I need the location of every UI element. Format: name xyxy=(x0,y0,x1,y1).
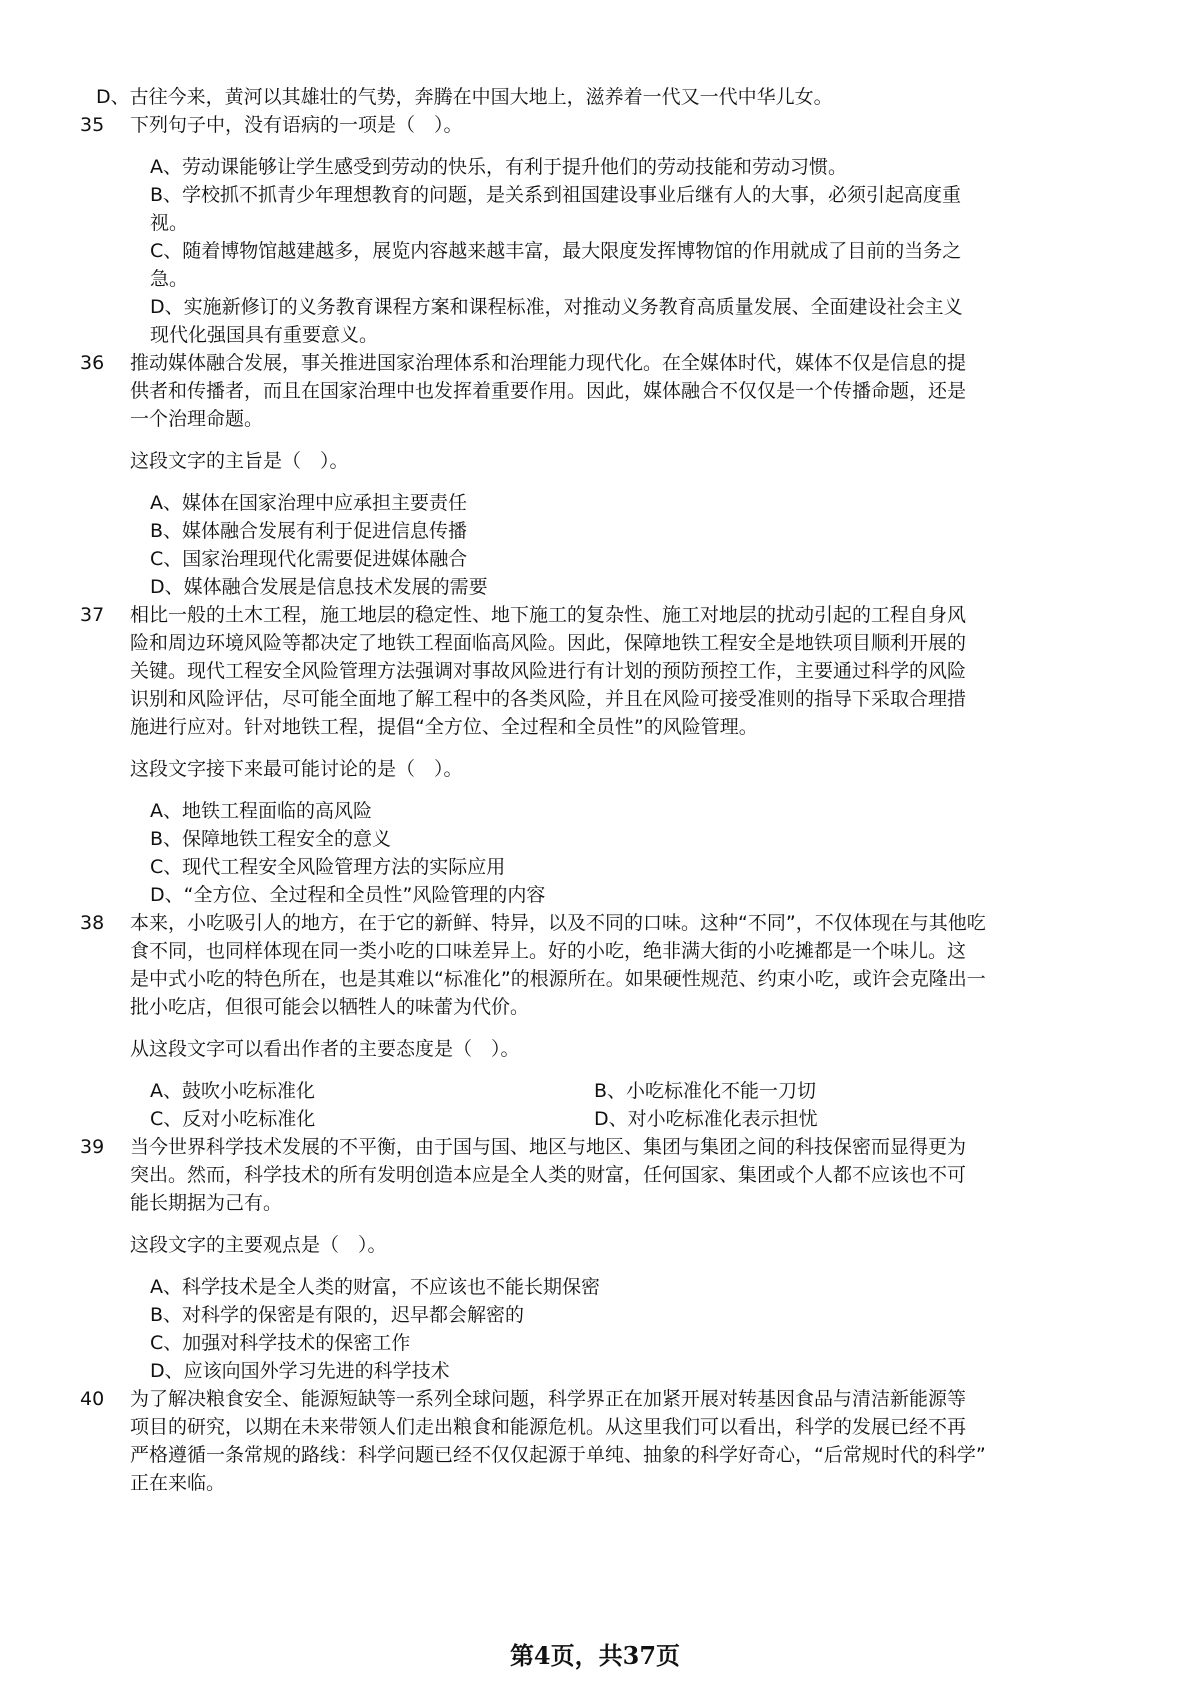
option-text: A、科学技术是全人类的财富，不应该也不能长期保密 xyxy=(150,1276,600,1298)
option-text: C、国家治理现代化需要促进媒体融合 xyxy=(150,548,468,570)
question-stem: 险和周边环境风险等都决定了地铁工程面临高风险。因此，保障地铁工程安全是地铁项目顺利开展的 xyxy=(130,632,967,654)
question-prompt: 这段文字的主要观点是（ ）。 xyxy=(130,1234,387,1256)
question-stem: 关键。现代工程安全风险管理方法强调对事故风险进行有计划的预防预控工作，主要通过科学的风险 xyxy=(130,660,967,682)
option-text: C、反对小吃标准化 xyxy=(150,1108,316,1130)
option-text: 急。 xyxy=(150,268,189,290)
option-text: A、媒体在国家治理中应承担主要责任 xyxy=(150,492,467,514)
option-text: B、保障地铁工程安全的意义 xyxy=(150,828,392,850)
question-stem: 为了解决粮食安全、能源短缺等一系列全球问题，科学界正在加紧开展对转基因食品与清洁新能源等 xyxy=(130,1388,967,1410)
option-text: A、地铁工程面临的高风险 xyxy=(150,800,372,822)
option-text: B、学校抓不抓青少年理想教育的问题，是关系到祖国建设事业后继有人的大事，必须引起高度重 xyxy=(150,184,962,206)
question-stem: 严格遵循一条常规的路线：科学问题已经不仅仅起源于单纯、抽象的科学好奇心，“后常规时代的科学” xyxy=(130,1444,986,1466)
question-stem: 供者和传播者，而且在国家治理中也发挥着重要作用。因此，媒体融合不仅仅是一个传播命题，还是 xyxy=(130,380,967,402)
question-number: 35 xyxy=(80,114,105,136)
question-stem: 是中式小吃的特色所在，也是其难以“标准化”的根源所在。如果硬性规范、约束小吃，或许会克隆出一 xyxy=(130,968,986,990)
page-footer: 第4页，共37页 xyxy=(509,1641,681,1670)
question-stem: 识别和风险评估，尽可能全面地了解工程中的各类风险，并且在风险可接受准则的指导下采取合理措 xyxy=(130,688,967,710)
question-number: 39 xyxy=(80,1136,105,1158)
option-text: B、对科学的保密是有限的，迟早都会解密的 xyxy=(150,1304,525,1326)
option-text: B、小吃标准化不能一刀切 xyxy=(594,1080,817,1102)
question-stem: 能长期据为己有。 xyxy=(130,1192,283,1214)
question-number: 36 xyxy=(80,352,105,374)
question-stem: 推动媒体融合发展，事关推进国家治理体系和治理能力现代化。在全媒体时代，媒体不仅是信息的提 xyxy=(130,352,967,374)
option-text: C、随着博物馆越建越多，展览内容越来越丰富，最大限度发挥博物馆的作用就成了目前的当务之 xyxy=(150,240,962,262)
question-stem: 食不同，也同样体现在同一类小吃的口味差异上。好的小吃，绝非满大街的小吃摊都是一个味儿。这 xyxy=(130,940,967,962)
question-stem: 项目的研究，以期在未来带领人们走出粮食和能源危机。从这里我们可以看出，科学的发展已经不再 xyxy=(130,1416,967,1438)
option-text: A、劳动课能够让学生感受到劳动的快乐，有利于提升他们的劳动技能和劳动习惯。 xyxy=(150,156,847,178)
question-number: 40 xyxy=(80,1388,105,1410)
question-prompt: 这段文字的主旨是（ ）。 xyxy=(130,450,349,472)
question-number: 37 xyxy=(80,604,105,626)
question-prompt: 从这段文字可以看出作者的主要态度是（ ）。 xyxy=(130,1038,520,1060)
option-text: D、对小吃标准化表示担忧 xyxy=(594,1108,818,1130)
question-stem: 一个治理命题。 xyxy=(130,408,264,430)
question-stem: 施进行应对。针对地铁工程，提倡“全方位、全过程和全员性”的风险管理。 xyxy=(130,716,758,738)
question-stem: 当今世界科学技术发展的不平衡，由于国与国、地区与地区、集团与集团之间的科技保密而显得更为 xyxy=(130,1136,967,1158)
question-stem: 相比一般的土木工程，施工地层的稳定性、地下施工的复杂性、施工对地层的扰动引起的工程自身风 xyxy=(130,604,967,626)
option-text: D、古往今来，黄河以其雄壮的气势，奔腾在中国大地上，滋养着一代又一代中华儿女。 xyxy=(96,86,833,108)
option-text: C、加强对科学技术的保密工作 xyxy=(150,1332,411,1354)
option-text: B、媒体融合发展有利于促进信息传播 xyxy=(150,520,468,542)
question-stem: 本来，小吃吸引人的地方，在于它的新鲜、特异，以及不同的口味。这种“不同”，不仅体现在与其他吃 xyxy=(130,912,986,934)
question-stem: 正在来临。 xyxy=(130,1472,226,1494)
option-text: 现代化强国具有重要意义。 xyxy=(150,324,379,346)
option-text: D、“全方位、全过程和全员性”风险管理的内容 xyxy=(150,884,546,906)
option-text: D、实施新修订的义务教育课程方案和课程标准，对推动义务教育高质量发展、全面建设社会主义 xyxy=(150,296,963,318)
question-stem: 下列句子中，没有语病的一项是（ ）。 xyxy=(130,114,463,136)
question-stem: 突出。然而，科学技术的所有发明创造本应是全人类的财富，任何国家、集团或个人都不应该也不可 xyxy=(130,1164,967,1186)
option-text: D、应该向国外学习先进的科学技术 xyxy=(150,1360,450,1382)
option-text: C、现代工程安全风险管理方法的实际应用 xyxy=(150,856,506,878)
question-stem: 批小吃店，但很可能会以牺牲人的味蕾为代价。 xyxy=(130,996,530,1018)
question-number: 38 xyxy=(80,912,105,934)
option-text: D、媒体融合发展是信息技术发展的需要 xyxy=(150,576,488,598)
question-prompt: 这段文字接下来最可能讨论的是（ ）。 xyxy=(130,758,463,780)
option-text: A、鼓吹小吃标准化 xyxy=(150,1080,315,1102)
option-text: 视。 xyxy=(150,212,189,234)
